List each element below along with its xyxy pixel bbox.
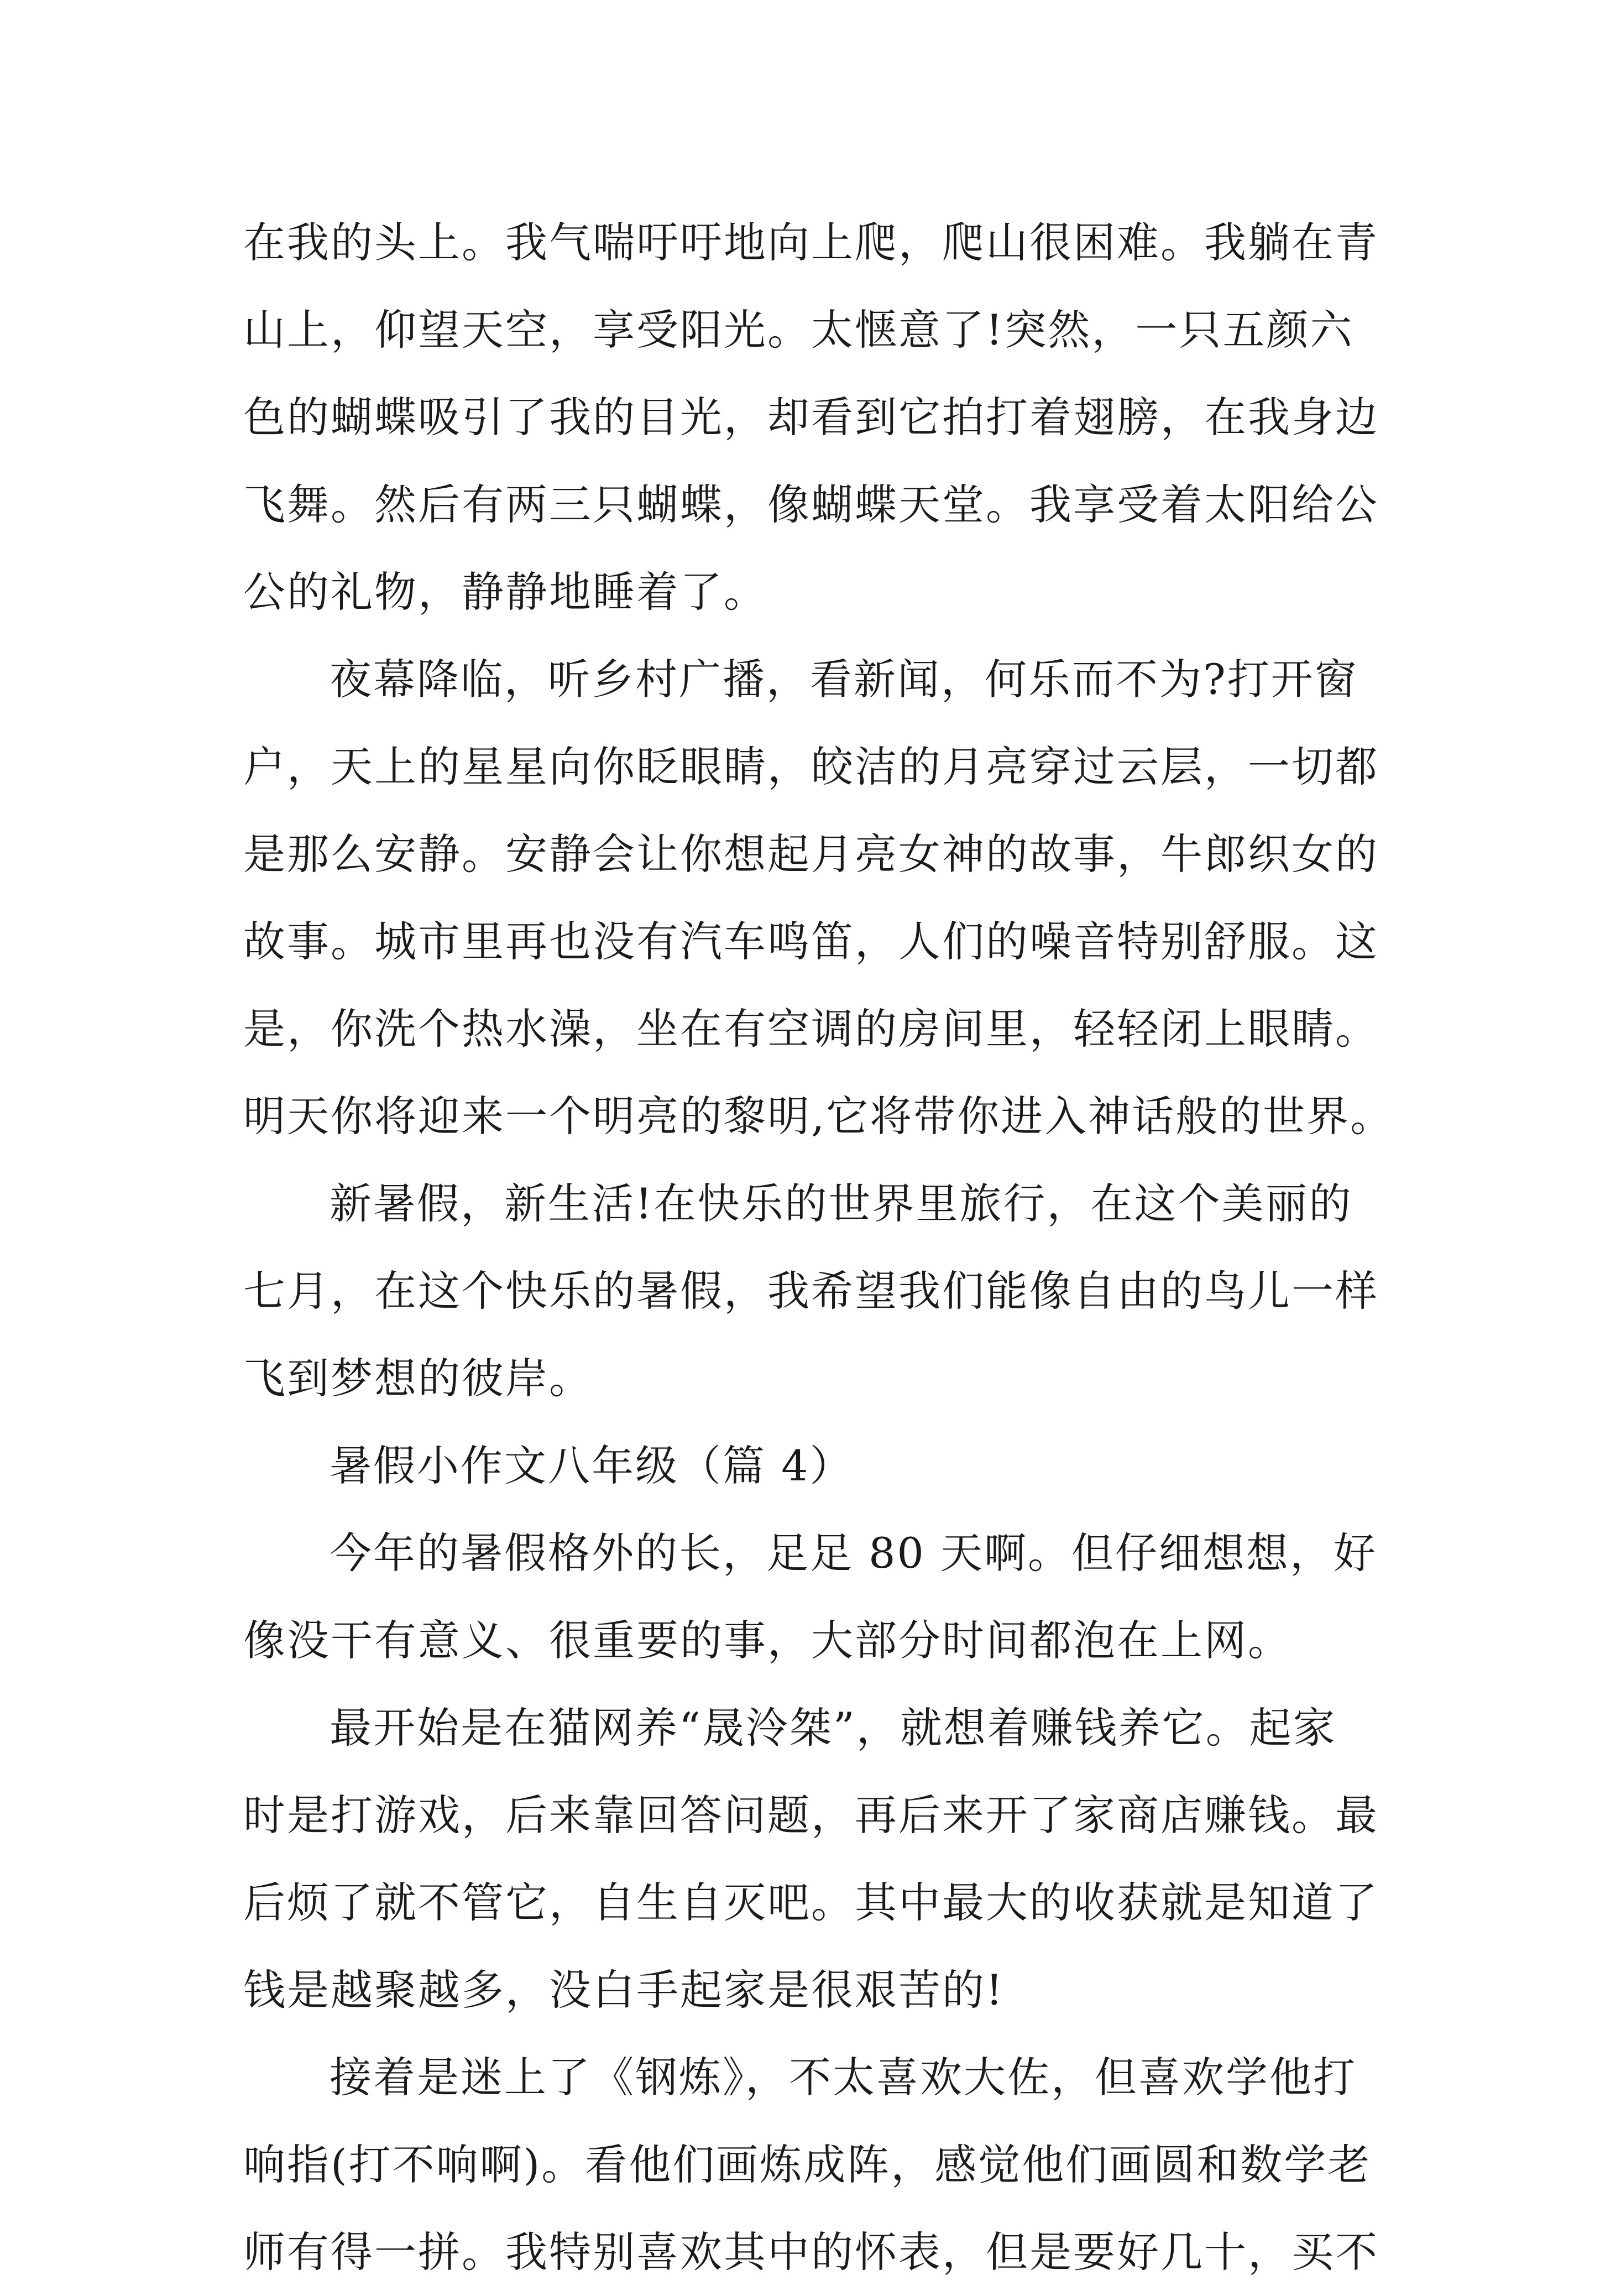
text-line: 是，你洗个热水澡，坐在有空调的房间里，轻轻闭上眼睛。 — [243, 1004, 1379, 1053]
text-line: 色的蝴蝶吸引了我的目光，却看到它拍打着翅膀，在我身边 — [243, 393, 1379, 442]
text-line: 是那么安静。安静会让你想起月亮女神的故事，牛郎织女的 — [243, 829, 1379, 879]
text-line: 七月，在这个快乐的暑假，我希望我们能像自由的鸟儿一样 — [243, 1266, 1379, 1316]
text-line: 公的礼物，静静地睡着了。 — [243, 567, 767, 617]
text-line: 故事。城市里再也没有汽车鸣笛，人们的噪音特别舒服。这 — [243, 917, 1379, 966]
text-line: 师有得一拼。我特别喜欢其中的怀表，但是要好几十，买不 — [243, 2227, 1379, 2277]
text-line: 明天你将迎来一个明亮的黎明,它将带你进入神话般的世界。 — [243, 1092, 1394, 1141]
paragraph-start-line: 接着是迷上了《钢炼》，不太喜欢大佐，但喜欢学他打 — [330, 2053, 1357, 2102]
paragraph-start-line: 新暑假，新生活!在快乐的世界里旅行，在这个美丽的 — [330, 1179, 1353, 1228]
text-line: 山上，仰望天空，享受阳光。太惬意了!突然，一只五颜六 — [243, 305, 1354, 354]
text-line: 后烦了就不管它，自生自灭吧。其中最大的收获就是知道了 — [243, 1878, 1379, 1927]
section-heading: 暑假小作文八年级（篇 4） — [330, 1441, 854, 1490]
paragraph-start-line: 今年的暑假格外的长，足足 80 天啊。但仔细想想，好 — [330, 1528, 1378, 1578]
text-line: 在我的头上。我气喘吁吁地向上爬，爬山很困难。我躺在青 — [243, 218, 1379, 267]
text-line: 飞到梦想的彼岸。 — [243, 1354, 593, 1403]
text-line: 钱是越聚越多，没白手起家是很艰苦的! — [243, 1965, 1005, 2015]
text-line: 像没干有意义、很重要的事，大部分时间都泡在上网。 — [243, 1616, 1291, 1665]
text-line: 飞舞。然后有两三只蝴蝶，像蝴蝶天堂。我享受着太阳给公 — [243, 480, 1379, 529]
text-line: 时是打游戏，后来靠回答问题，再后来开了家商店赚钱。最 — [243, 1791, 1379, 1840]
text-line: 响指(打不响啊)。看他们画炼成阵，感觉他们画圆和数学老 — [243, 2140, 1372, 2189]
text-line: 户，天上的星星向你眨眼睛，皎洁的月亮穿过云层，一切都 — [243, 742, 1379, 791]
document-body — [243, 199, 1394, 2296]
paragraph-start-line: 最开始是在猫网养“晟泠桀”，就想着赚钱养它。起家 — [330, 1703, 1337, 1752]
paragraph-start-line: 夜幕降临，听乡村广播，看新闻，何乐而不为?打开窗 — [330, 655, 1358, 704]
